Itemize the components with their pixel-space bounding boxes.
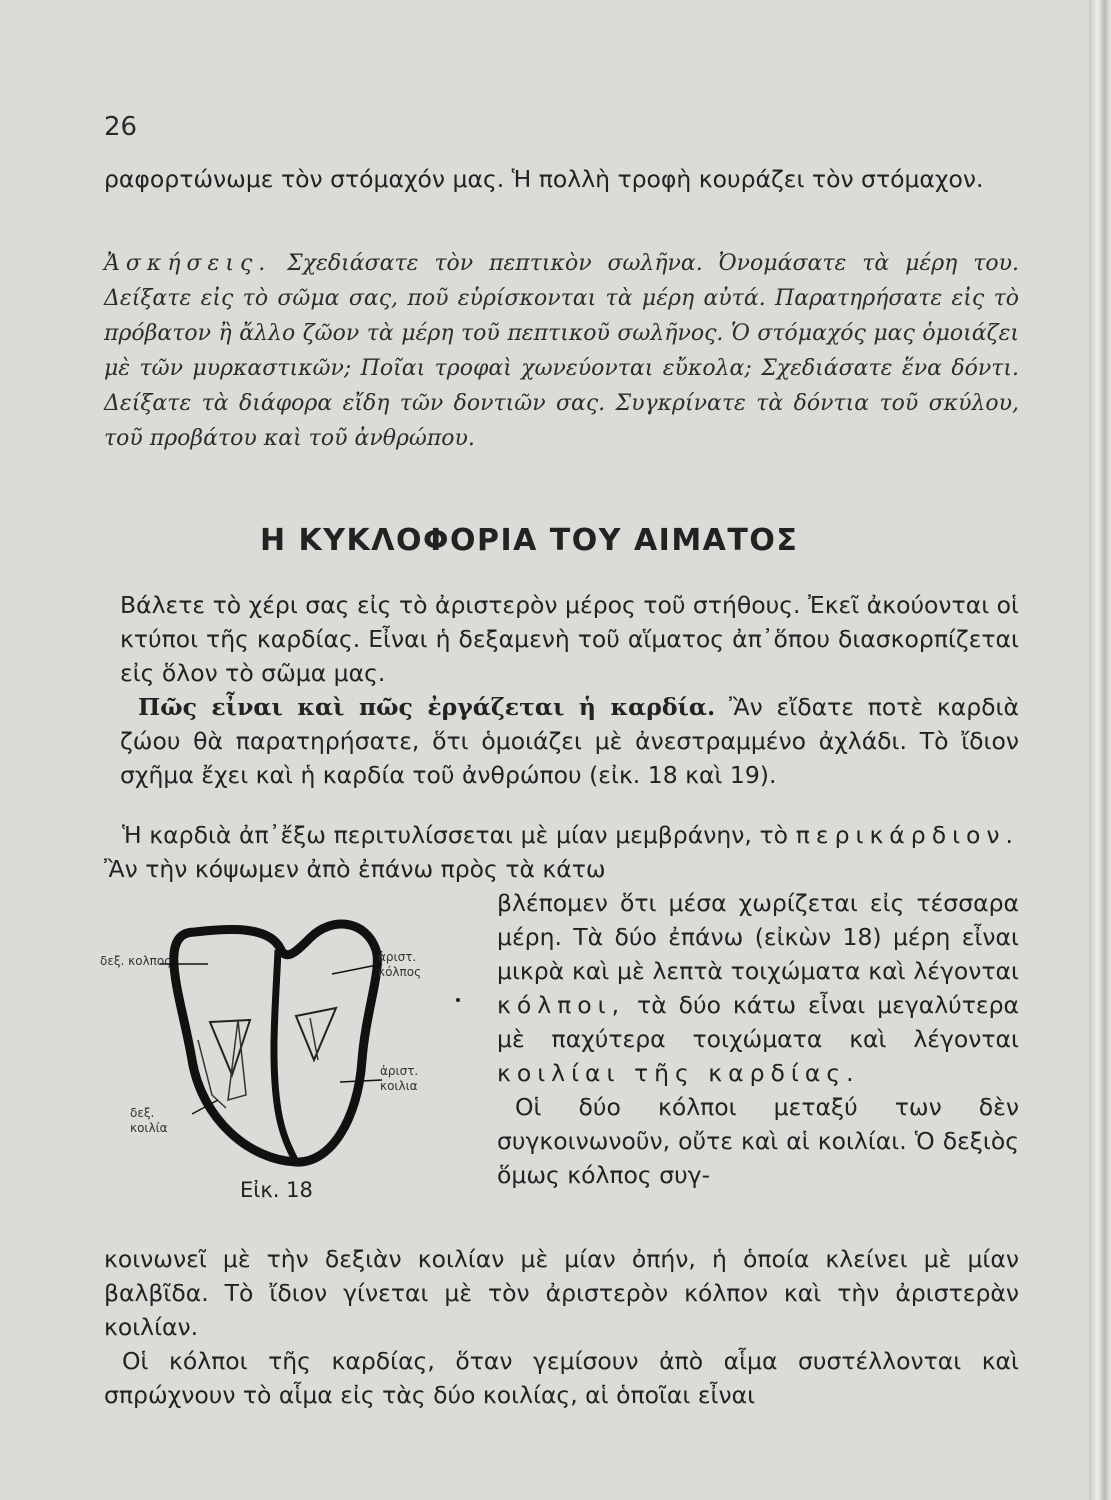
communication-paragraph: Οἱ δύο κόλποι μεταξύ των δὲν συγκοινωνοῦν, οὔτε καὶ αἱ κοιλίαι. Ὁ δεξιὸς ὅμως κόλπος συγ- bbox=[497, 1093, 1019, 1189]
contraction-paragraph: Οἱ κόλποι τῆς καρδίας, ὅταν γεμίσουν ἀπὸ αἷμα συστέλλονται καὶ σπρώχνουν τὸ αἷμα εἰς τὰς δύο κοιλίας, αἱ ὁποῖαι εἶναι bbox=[104, 1347, 1019, 1409]
section-title: Η ΚΥΚΛΟΦΟΡΙΑ ΤΟΥ ΑΙΜΑΤΟΣ bbox=[260, 523, 799, 558]
figure-caption: Εἰκ. 18 bbox=[240, 1178, 313, 1202]
pericardium-text-b: Ἂν τὴν κόψωμεν ἀπὸ ἐπάνω πρὸς τὰ κάτω bbox=[104, 855, 606, 883]
right-column-text bbox=[497, 886, 1019, 1192]
heart-subheading: Πῶς εἶναι καὶ πῶς ἐργάζεται ἡ καρδία. bbox=[138, 693, 716, 721]
chambers-text-2: τὰ δύο κάτω εἶναι μεγαλύτερα μὲ παχύτερα τοιχώματα καὶ λέγονται bbox=[497, 991, 1019, 1053]
heart-shape-text: Ἂν εἴδατε ποτὲ καρδιὰ ζώου θὰ παρατηρήσατε, ὅτι ὁμοιάζει μὲ ἀνεστραμμένο ἀχλάδι. Τὸ ἴδιον σχῆμα ἔχει καὶ ἡ καρδία τοῦ ἀνθρώπου (εἰκ. 18 καὶ 19). bbox=[120, 693, 1019, 789]
paragraph-pericardium bbox=[104, 818, 1019, 886]
page-number: 26 bbox=[104, 112, 138, 142]
pericardium-term: περικάρδιον. bbox=[795, 821, 1019, 849]
exercises-paragraph bbox=[104, 246, 1019, 456]
term-kolpoi: κόλποι, bbox=[497, 991, 626, 1019]
exercises-text: Σχεδιάσατε τὸν πεπτικὸν σωλῆνα. Ὀνομάσατε τὰ μέρη του. Δείξατε εἰς τὸ σῶμα σας, ποῦ εὑρίσκονται τὰ μέρη αὐτά. Παρατηρήσατε εἰς τὸ πρόβατον ἢ ἄλλο ζῶον τὰ μέρη τοῦ πεπτικοῦ σωλῆνος. Ὁ στόμαχός μας ὁμοιάζει μὲ τῶν μυρκαστικῶν; Ποῖαι τροφαὶ χωνεύονται εὔκολα; Σχεδιάσατε ἕνα δόντι. Δείξατε τὰ διάφορα εἴδη τῶν δοντιῶν σας. Συγκρίνατε τὰ δόντια τοῦ σκύλου, τοῦ προβάτου καὶ τοῦ ἀνθρώπου. bbox=[104, 251, 1019, 451]
label-left-atrium: ἀριστ. κόλπος bbox=[378, 950, 422, 979]
paragraph-heart-shape bbox=[120, 690, 1019, 792]
label-right-ventricle: δεξ. κοιλία bbox=[130, 1106, 168, 1135]
pericardium-text-a: Ἡ καρδιὰ ἀπ᾿ἔξω περιτυλίσσεται μὲ μίαν μεμβράνην, τὸ bbox=[122, 821, 789, 849]
chambers-text-1: βλέπομεν ὅτι μέσα χωρίζεται εἰς τέσσαρα μέρη. Τὰ δύο ἐπάνω (εἰκὼν 18) μέρη εἶναι μικρὰ καὶ μὲ λεπτὰ τοιχώματα καὶ λέγονται bbox=[497, 889, 1019, 985]
label-left-ventricle: ἀριστ. κοιλια bbox=[380, 1064, 419, 1093]
label-right-atrium: δεξ. κολπος bbox=[100, 954, 172, 968]
exercises-label: Ἀσκήσεις. bbox=[104, 251, 272, 276]
page-edge bbox=[1089, 0, 1111, 1500]
valve-paragraph: κοινωνεῖ μὲ τὴν δεξιὰν κοιλίαν μὲ μίαν ὀπήν, ἡ ὁποία κλείνει μὲ μίαν βαλβῖδα. Τὸ ἴδιον γίνεται μὲ τὸν ἀριστερὸν κόλπον καὶ τὴν ἀριστερὰν κοιλίαν. bbox=[104, 1245, 1019, 1341]
term-koiliai: κοιλίαι τῆς καρδίας. bbox=[497, 1059, 860, 1087]
chambers-paragraph bbox=[497, 886, 1019, 1090]
pericardium-block bbox=[104, 818, 1019, 886]
heart-figure bbox=[100, 910, 480, 1210]
heart-intro-block bbox=[120, 588, 1019, 792]
paragraph-hand-on-chest: Βάλετε τὸ χέρι σας εἰς τὸ ἀριστερὸν μέρος τοῦ στήθους. Ἐκεῖ ἀκούονται οἱ κτύποι τῆς καρδίας. Εἶναι ἡ δεξαμενὴ τοῦ αἵματος ἀπ᾿ὅπου διασκορπίζεται εἰς ὅλον τὸ σῶμα μας. bbox=[120, 591, 1019, 687]
intro-paragraph: ραφορτώνωμε τὸν στόμαχόν μας. Ἡ πολλὴ τροφὴ κουράζει τὸν στόμαχον. bbox=[104, 165, 984, 193]
